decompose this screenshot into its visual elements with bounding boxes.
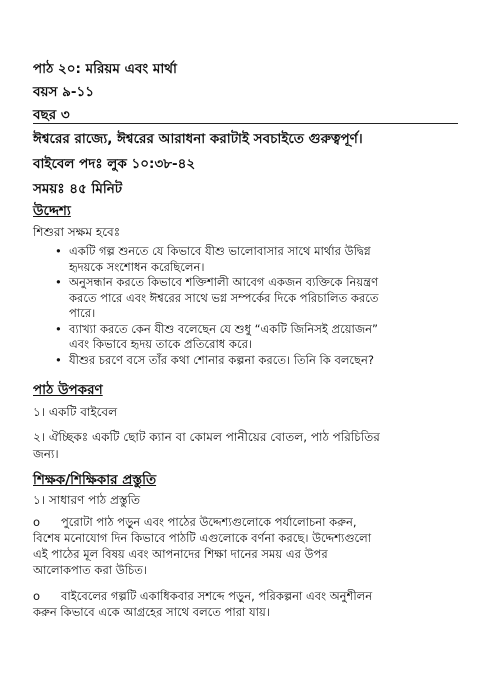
materials-heading: পাঠ উপকরণ (33, 382, 103, 398)
circle-bullet-icon: o (33, 515, 41, 529)
lesson-age: বয়স ৯-১১ (33, 84, 94, 100)
bible-passage: বাইবেল পদঃ লুক ১০:৩৮-৪২ (33, 156, 196, 172)
objectives-list (55, 244, 435, 368)
prep-paragraph: o পুরোটা পাঠ পড়ুন এবং পাঠের উদ্দেশ্যগুলোকে পর্যালোচনা করুন, বিশেষ মনোযোগ দিন কিভাবে পাঠটি এগুলোকে বর্ণনা করছে। উদ্দেশ্যগুলো এই পাঠের মূল বিষয় এবং আপনাদের শিক্ষা দানের সময় এর উপর আলোকপাত করা উচিত। (33, 515, 372, 577)
prep-subheading: ১। সাধারণ পাঠ প্রস্তুতি (33, 493, 141, 507)
objective-item: • অনুসন্ধান করতে কিভাবে শক্তিশালী আবেগ একজন ব্যক্তিকে নিয়ন্ত্রণ করতে পারে এবং ঈশ্বরের সাথে ভগ্ন সম্পর্কের দিকে পরিচালিত করতে পারে। (55, 275, 379, 320)
objectives-heading: উদ্দেশ্য (33, 203, 71, 219)
bullet-icon: • (55, 352, 62, 367)
objective-item: • যীশুর চরণে বসে তাঁর কথা শোনার কল্পনা করতে। তিনি কি বলছেন? (55, 352, 374, 367)
material-item: ২। ঐচ্ছিকঃ একটি ছোট ক্যান বা কোমল পানীয়ের বোতল, পাঠ পরিচিতির (33, 430, 380, 444)
teacher-prep-heading: শিক্ষক/শিক্ষিকার প্রস্তুতি (33, 472, 157, 488)
objectives-intro: শিশুরা সক্ষম হবেঃ (33, 225, 121, 239)
bullet-icon: • (55, 321, 62, 336)
prep-paragraph: o বাইবেলের গল্পটি একাধিকবার সশব্দে পড়ুন, পরিকল্পনা এবং অনুশীলন করুন কিভাবে একে আগ্রহের সাথে বলতে পারা যায়। (33, 589, 373, 619)
objective-item: • ব্যাখ্যা করতে কেন যীশু বলেছেন যে শুধু “একটি জিনিসই প্রয়োজন” এবং কিভাবে হৃদয় তাকে প্রতিরোধ করে। (55, 321, 378, 351)
bullet-icon: • (55, 244, 62, 258)
objective-item: • একটি গল্প শুনতে যে কিভাবে যীশু ভালোবাসার সাথে মার্থার উদ্বিগ্ন হৃদয়কে সংশোধন করেছিলেন। (55, 244, 371, 274)
lesson-title: পাঠ ২০: মরিয়ম এবং মার্থা (33, 61, 177, 77)
lesson-duration: সময়ঃ ৪৫ মিনিট (33, 181, 123, 197)
lesson-theme: ঈশ্বরের রাজ্যে, ঈশ্বরের আরাধনা করাটাই সবচাইতে গুরুত্বপূর্ণ। (33, 131, 363, 147)
circle-bullet-icon: o (33, 589, 41, 603)
bullet-icon: • (55, 275, 62, 289)
material-item: ১। একটি বাইবেল (33, 405, 118, 419)
material-item-continued: জন্য। (33, 447, 59, 461)
lesson-year: বছর ৩ (33, 107, 70, 123)
divider (33, 123, 458, 124)
